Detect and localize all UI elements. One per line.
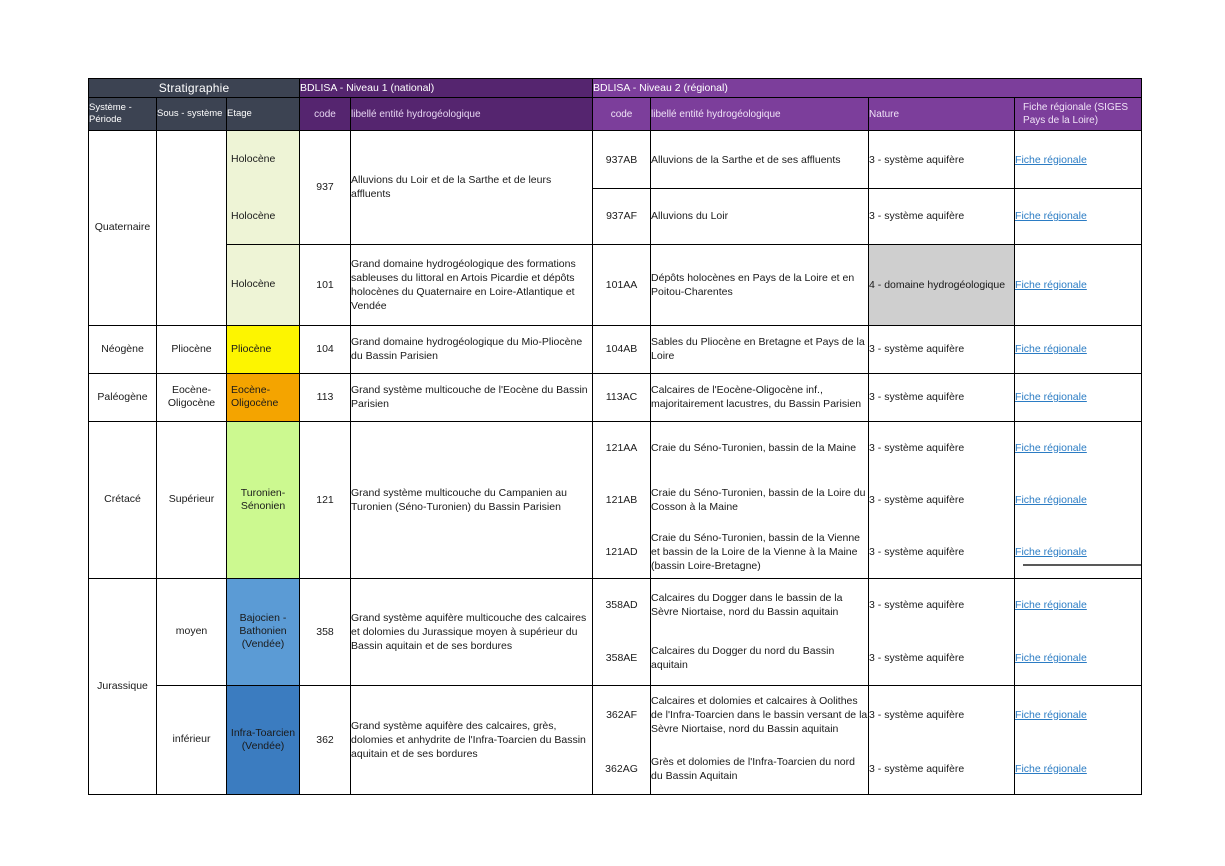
fiche-regionale-link[interactable]: Fiche régionale	[1015, 708, 1087, 721]
cell-libelle-n1-362: Grand système aquifère des calcaires, grès, dolomies et anhydrite de l'Infra-Toarcien du Bassin aquitain et de ses bordures	[351, 685, 593, 794]
fiche-regionale-link[interactable]: Fiche régionale	[1015, 343, 1087, 355]
table-row	[89, 578, 1142, 632]
cell-nature-113AC: 3 - système aquifère	[869, 373, 1015, 421]
header-group-stratigraphie: Stratigraphie	[89, 79, 300, 98]
cell-code-n2-113AC: 113AC	[593, 373, 651, 421]
cell-fiche-104AB	[1015, 325, 1142, 373]
fiche-regionale-link[interactable]: Fiche régionale	[1015, 441, 1087, 454]
cell-sous-systeme-paleogene: Eocène-Oligocène	[157, 373, 227, 421]
cell-nature-121AA: 3 - système aquifère	[869, 421, 1015, 474]
cell-nature-362AF: 3 - système aquifère	[869, 685, 1015, 744]
cell-systeme-cretace: Crétacé	[89, 421, 157, 578]
cell-code-n2-362AG: 362AG	[593, 744, 651, 795]
table-header-group-row	[89, 79, 1142, 98]
fiche-regionale-link[interactable]: Fiche régionale	[1015, 545, 1087, 558]
header-col-sous-systeme: Sous - système	[157, 98, 227, 131]
cell-nature-121AB: 3 - système aquifère	[869, 474, 1015, 526]
cell-systeme-jurassique: Jurassique	[89, 578, 157, 794]
cell-fiche-358AE	[1015, 632, 1142, 686]
cell-fiche-113AC	[1015, 373, 1142, 421]
fiche-regionale-link[interactable]: Fiche régionale	[1015, 599, 1087, 611]
cell-code-n1-937: 937	[300, 131, 351, 245]
header-col-libelle-n2: libellé entité hydrogéologique	[651, 98, 869, 131]
cell-libelle-n1-104: Grand domaine hydrogéologique du Mio-Pliocène du Bassin Parisien	[351, 325, 593, 373]
header-col-code-n2: code	[593, 98, 651, 131]
table-row	[89, 421, 1142, 474]
cell-code-n1-121: 121	[300, 421, 351, 578]
cell-fiche-362AF	[1015, 685, 1142, 744]
header-col-nature: Nature	[869, 98, 1015, 131]
cell-code-n1-104: 104	[300, 325, 351, 373]
cell-fiche-362AG	[1015, 744, 1142, 795]
table-row	[89, 685, 1142, 744]
cell-libelle-n2-362AG: Grès et dolomies de l'Infra-Toarcien du nord du Bassin Aquitain	[651, 744, 869, 795]
cell-etage-eocene-oligocene: Eocène-Oligocène	[227, 373, 300, 421]
cell-sous-systeme-inferieur: inférieur	[157, 685, 227, 794]
cell-nature-937AF: 3 - système aquifère	[869, 189, 1015, 245]
cell-libelle-n2-358AD: Calcaires du Dogger dans le bassin de la Sèvre Niortaise, nord du Bassin aquitain	[651, 578, 869, 632]
cell-code-n1-101: 101	[300, 244, 351, 325]
cell-fiche-121AA	[1015, 421, 1142, 474]
stratigraphy-table-container	[88, 78, 1141, 795]
cell-code-n1-362: 362	[300, 685, 351, 794]
header-col-libelle-n1: libellé entité hydrogéologique	[351, 98, 593, 131]
header-col-systeme-periode: Système - Période	[89, 98, 157, 131]
cell-code-n2-101AA: 101AA	[593, 244, 651, 325]
table-row	[89, 131, 1142, 189]
cell-etage-holocene-b: Holocène	[227, 189, 300, 245]
table-row	[89, 373, 1142, 421]
horizontal-rule-overhang	[1023, 564, 1141, 566]
cell-code-n2-358AE: 358AE	[593, 632, 651, 686]
table-row	[89, 189, 1142, 245]
fiche-regionale-link[interactable]: Fiche régionale	[1015, 210, 1087, 223]
cell-libelle-n1-358: Grand système aquifère multicouche des calcaires et dolomies du Jurassique moyen à supérieur du Bassin aquitain et de ses bordures	[351, 578, 593, 685]
header-col-fiche-regionale: Fiche régionale (SIGES Pays de la Loire)	[1015, 98, 1142, 131]
cell-libelle-n1-101: Grand domaine hydrogéologique des formations sableuses du littoral en Artois Picardie et dépôts holocènes du Quaternaire en Loire-Atlantique et Vendée	[351, 244, 593, 325]
cell-systeme-neogene: Néogène	[89, 325, 157, 373]
cell-sous-systeme-moyen: moyen	[157, 578, 227, 685]
header-group-niveau1: BDLISA - Niveau 1 (national)	[300, 79, 593, 98]
cell-etage-bajocien-bathonien: Bajocien - Bathonien (Vendée)	[227, 578, 300, 685]
cell-nature-101AA: 4 - domaine hydrogéologique	[869, 244, 1015, 325]
cell-sous-systeme-quaternaire	[157, 131, 227, 326]
cell-sous-systeme-neogene: Pliocène	[157, 325, 227, 373]
cell-fiche-358AD	[1015, 578, 1142, 632]
cell-libelle-n2-937AF: Alluvions du Loir	[651, 189, 869, 245]
cell-code-n2-937AF: 937AF	[593, 189, 651, 245]
header-group-niveau2: BDLISA - Niveau 2 (régional)	[593, 79, 1142, 98]
stratigraphy-bdlisa-table	[88, 78, 1142, 795]
cell-libelle-n2-104AB: Sables du Pliocène en Bretagne et Pays de la Loire	[651, 325, 869, 373]
cell-libelle-n2-358AE: Calcaires du Dogger du nord du Bassin aquitain	[651, 632, 869, 686]
cell-code-n2-121AB: 121AB	[593, 474, 651, 526]
cell-systeme-quaternaire: Quaternaire	[89, 131, 157, 326]
cell-code-n1-113: 113	[300, 373, 351, 421]
cell-etage-infra-toarcien: Infra-Toarcien (Vendée)	[227, 685, 300, 794]
cell-etage-turonien-senonien: Turonien-Sénonien	[227, 421, 300, 578]
cell-etage-holocene-c: Holocène	[227, 244, 300, 325]
table-header-column-row	[89, 98, 1142, 131]
cell-libelle-n2-937AB: Alluvions de la Sarthe et de ses affluents	[651, 131, 869, 189]
cell-libelle-n2-121AB: Craie du Séno-Turonien, bassin de la Loire du Cosson à la Maine	[651, 474, 869, 526]
cell-nature-937AB: 3 - système aquifère	[869, 131, 1015, 189]
cell-etage-holocene-a: Holocène	[227, 131, 300, 189]
cell-fiche-121AD	[1015, 526, 1142, 579]
cell-code-n2-104AB: 104AB	[593, 325, 651, 373]
table-row	[89, 244, 1142, 325]
cell-code-n2-358AD: 358AD	[593, 578, 651, 632]
table-row	[89, 325, 1142, 373]
cell-fiche-101AA	[1015, 244, 1142, 325]
cell-code-n2-362AF: 362AF	[593, 685, 651, 744]
cell-libelle-n2-121AA: Craie du Séno-Turonien, bassin de la Maine	[651, 421, 869, 474]
cell-code-n2-121AA: 121AA	[593, 421, 651, 474]
cell-libelle-n2-362AF: Calcaires et dolomies et calcaires à Oolithes de l'Infra-Toarcien dans le bassin versant de la Sèvre Niortaise, nord du Bassin aquitain	[651, 685, 869, 744]
cell-nature-358AD: 3 - système aquifère	[869, 578, 1015, 632]
cell-nature-104AB: 3 - système aquifère	[869, 325, 1015, 373]
cell-code-n2-121AD: 121AD	[593, 526, 651, 579]
cell-fiche-937AF	[1015, 189, 1142, 245]
header-col-code-n1: code	[300, 98, 351, 131]
fiche-regionale-link[interactable]: Fiche régionale	[1015, 278, 1087, 291]
cell-etage-pliocene: Pliocène	[227, 325, 300, 373]
cell-fiche-937AB	[1015, 131, 1142, 189]
fiche-regionale-link[interactable]: Fiche régionale	[1015, 762, 1087, 775]
cell-nature-362AG: 3 - système aquifère	[869, 744, 1015, 795]
cell-nature-358AE: 3 - système aquifère	[869, 632, 1015, 686]
cell-libelle-n2-121AD: Craie du Séno-Turonien, bassin de la Vienne et bassin de la Loire de la Vienne à la Maine (bassin Loire-Bretagne)	[651, 526, 869, 579]
fiche-regionale-link[interactable]: Fiche régionale	[1015, 391, 1087, 403]
cell-libelle-n2-113AC: Calcaires de l'Eocène-Oligocène inf., majoritairement lacustres, du Bassin Parisien	[651, 373, 869, 421]
cell-libelle-n1-121: Grand système multicouche du Campanien au Turonien (Séno-Turonien) du Bassin Parisien	[351, 421, 593, 578]
fiche-regionale-link[interactable]: Fiche régionale	[1015, 652, 1087, 664]
cell-code-n2-937AB: 937AB	[593, 131, 651, 189]
header-col-etage: Etage	[227, 98, 300, 131]
cell-libelle-n1-113: Grand système multicouche de l'Eocène du Bassin Parisien	[351, 373, 593, 421]
fiche-regionale-link[interactable]: Fiche régionale	[1015, 153, 1087, 166]
cell-libelle-n2-101AA: Dépôts holocènes en Pays de la Loire et en Poitou-Charentes	[651, 244, 869, 325]
cell-systeme-paleogene: Paléogène	[89, 373, 157, 421]
cell-libelle-n1-937: Alluvions du Loir et de la Sarthe et de leurs affluents	[351, 131, 593, 245]
cell-sous-systeme-cretace: Supérieur	[157, 421, 227, 578]
cell-code-n1-358: 358	[300, 578, 351, 685]
cell-fiche-121AB	[1015, 474, 1142, 526]
cell-nature-121AD: 3 - système aquifère	[869, 526, 1015, 579]
fiche-regionale-link[interactable]: Fiche régionale	[1015, 493, 1087, 506]
